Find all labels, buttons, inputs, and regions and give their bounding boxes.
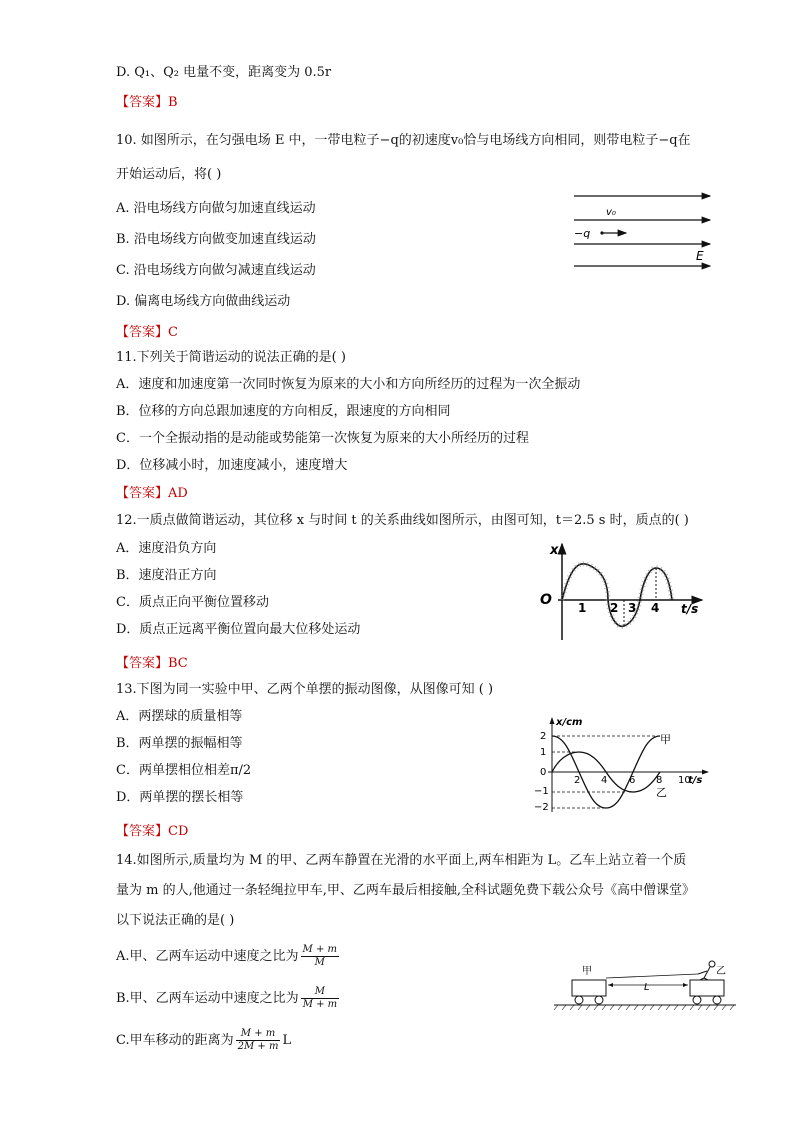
- fraction: [236, 1028, 281, 1053]
- q10-option-a: A. 沿电场线方向做匀加速直线运动: [116, 201, 316, 216]
- y-tick: 0: [540, 767, 547, 778]
- q12-option-a: A．速度沿负方向: [116, 541, 217, 556]
- q11-answer: [116, 485, 188, 503]
- q13-option-c: C．两单摆相位相差π/2: [116, 763, 252, 778]
- q13-option-d: D．两单摆的摆长相等: [116, 790, 244, 805]
- v0-label: v₀: [606, 207, 616, 218]
- q10-stem-2: 开始运动后，将( ): [116, 167, 222, 182]
- t-label: t/s: [681, 602, 699, 616]
- option-text: C.甲车移动的距离为: [116, 1033, 234, 1048]
- q10-option-b: B. 沿电场线方向做变加速直线运动: [116, 232, 316, 247]
- q12-answer: [116, 655, 188, 673]
- distance-arrow-right: [683, 983, 688, 987]
- q10-stem-1: 10. 如图所示，在匀强电场 E 中，一带电粒子−q的初速度v₀恰与电场线方向相同，则带电粒子−q在: [116, 133, 691, 148]
- x-tick: 4: [601, 775, 608, 786]
- q13-option-b: B．两单摆的振幅相等: [116, 736, 243, 751]
- y-tick: −1: [534, 786, 549, 797]
- option-text: A.甲、乙两车运动中速度之比为: [116, 949, 299, 964]
- q13-option-a: A．两摆球的质量相等: [116, 709, 243, 724]
- q14-carts-figure: [550, 954, 740, 1014]
- q13-stem: 13.下图为同一实验中甲、乙两个单摆的振动图像，从图像可知 ( ): [116, 682, 494, 697]
- fraction: [301, 986, 339, 1011]
- rope: [606, 974, 698, 978]
- cart-jia-label: 甲: [582, 966, 592, 977]
- ground-hatching: [554, 1005, 734, 1010]
- distance-arrow-left: [608, 983, 613, 987]
- q11-option-c: C．一个全振动指的是动能或势能第一次恢复为原来的大小所经历的过程: [116, 431, 529, 446]
- legend-yi: 乙: [656, 786, 667, 799]
- tick-label: 3: [628, 601, 637, 615]
- denominator: M: [314, 957, 325, 968]
- cart-yi: [690, 980, 724, 996]
- q14-stem-2: 量为 m 的人,他通过一条轻绳拉甲车,甲、乙两车最后相接触,全科试题免费下载公众号《高中僧课堂》: [116, 883, 695, 898]
- wheel: [575, 996, 583, 1004]
- answer-label: 【答案】: [116, 656, 169, 671]
- answer-label: 【答案】: [116, 824, 169, 839]
- charge-label: −q: [574, 227, 591, 240]
- legend-jia: 甲: [660, 733, 671, 746]
- x-label: x: [550, 543, 559, 558]
- q12-displacement-graph: [538, 540, 708, 644]
- q11-option-a: A．速度和加速度第一次同时恢复为原来的大小和方向所经历的过程为一次全振动: [116, 377, 581, 392]
- origin-label: O: [540, 592, 552, 608]
- q14-option-c: [116, 1028, 291, 1053]
- cart-yi-label: 乙: [716, 966, 726, 977]
- q14-stem-1: 14.如图所示,质量均为 M 的甲、乙两车静置在光滑的水平面上,两车相距为 L。乙车上站立着一个质: [116, 853, 687, 868]
- numerator: M + m: [236, 1028, 281, 1041]
- tick-label: 2: [610, 601, 619, 615]
- t-label: t/s: [688, 775, 703, 786]
- answer-label: 【答案】: [116, 486, 169, 501]
- q12-option-c: C．质点正向平衡位置移动: [116, 595, 269, 610]
- person-head: [709, 961, 715, 967]
- wheel: [713, 996, 721, 1004]
- cart-jia: [572, 980, 606, 996]
- answer-value: BC: [168, 656, 188, 671]
- x-label: x/cm: [556, 717, 583, 728]
- q10-option-d: D. 偏离电场线方向做曲线运动: [116, 294, 291, 309]
- option-text: B.甲、乙两车运动中速度之比为: [116, 991, 299, 1006]
- q10-electric-field-figure: [570, 188, 716, 272]
- option-suffix: L: [282, 1033, 292, 1048]
- y-tick: 2: [540, 731, 547, 742]
- q9-option-d: D. Q₁、Q₂ 电量不变，距离变为 0.5r: [116, 65, 332, 80]
- answer-label: 【答案】: [116, 95, 169, 110]
- numerator: M + m: [302, 944, 337, 955]
- answer-label: 【答案】: [116, 325, 169, 340]
- q14-stem-3: 以下说法正确的是( ): [116, 913, 235, 928]
- q12-option-d: D．质点正远离平衡位置向最大位移处运动: [116, 622, 361, 637]
- q14-option-b: [116, 986, 341, 1011]
- person-body: [704, 967, 710, 978]
- denominator: 2M + m: [237, 1041, 279, 1052]
- q14-option-a: [116, 944, 341, 969]
- fraction: [301, 944, 339, 969]
- q11-option-b: B．位移的方向总跟加速度的方向相反，跟速度的方向相同: [116, 404, 451, 419]
- y-tick: −2: [534, 802, 549, 813]
- q11-stem: 11.下列关于简谐运动的说法正确的是( ): [116, 350, 346, 365]
- field-label: E: [696, 249, 704, 263]
- wheel: [595, 996, 603, 1004]
- q11-option-d: D．位移减小时，加速度减小，速度增大: [116, 458, 348, 473]
- answer-value: CD: [168, 824, 189, 839]
- q9-answer: [116, 94, 178, 112]
- x-tick: 10: [678, 775, 691, 786]
- tick-label: 1: [578, 601, 587, 615]
- x-tick: 6: [629, 775, 636, 786]
- q13-answer: [116, 823, 188, 841]
- distance-label: L: [644, 982, 650, 993]
- x-tick: 2: [574, 775, 581, 786]
- q13-pendulum-graph: [532, 712, 714, 816]
- charge-dot: [600, 231, 603, 234]
- y-tick: 1: [540, 747, 547, 758]
- answer-value: AD: [168, 486, 188, 501]
- q10-option-c: C. 沿电场线方向做匀减速直线运动: [116, 263, 316, 278]
- q12-option-b: B．速度沿正方向: [116, 568, 217, 583]
- denominator: M + m: [302, 999, 338, 1010]
- q12-stem: 12.一质点做简谐运动，其位移 x 与时间 t 的关系曲线如图所示，由图可知，t＝2.5 s 时，质点的( ): [116, 513, 689, 528]
- person-arm: [698, 971, 707, 974]
- q10-answer: [116, 324, 178, 342]
- x-tick: 8: [656, 775, 663, 786]
- answer-value: C: [168, 325, 178, 340]
- answer-value: B: [168, 95, 178, 110]
- tick-label: 4: [651, 601, 660, 615]
- wheel: [693, 996, 701, 1004]
- numerator: M: [301, 986, 339, 999]
